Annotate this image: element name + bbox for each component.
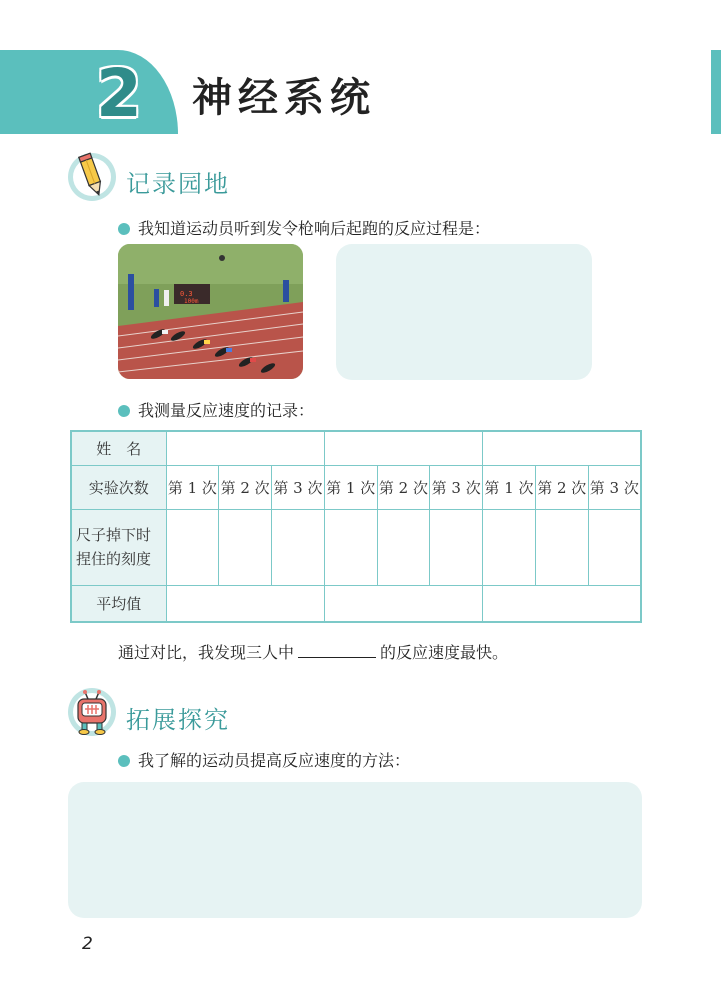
bullet-measure-record [118,398,314,421]
fastest-person-blank[interactable] [298,643,376,658]
section-title-record: 记录园地 [126,170,230,198]
svg-text:100m: 100m [184,298,199,305]
tv-robot-icon [66,686,118,738]
sentence-before: 通过对比，我发现三人中 [118,643,295,662]
average-cell-3[interactable] [483,585,641,622]
scale-cell[interactable] [588,509,641,585]
chapter-title: 神经系统 [192,75,376,121]
trial-header: 第 3 次 [588,465,641,509]
scale-cell[interactable] [535,509,588,585]
chapter-banner [0,50,178,134]
bullet-training-methods [118,748,410,771]
bullet-text: 我知道运动员听到发令枪响后起跑的反应过程是： [138,219,491,238]
scale-cell[interactable] [483,509,536,585]
scale-cell[interactable] [324,509,377,585]
sprint-start-photo [118,244,303,379]
average-label: 平均值 [71,585,166,622]
trial-header: 第 3 次 [272,465,325,509]
pencil-icon [66,150,118,202]
bullet-text: 我测量反应速度的记录： [138,401,315,420]
trial-header: 第 1 次 [483,465,536,509]
scale-cell[interactable] [219,509,272,585]
name-label: 姓 名 [71,431,166,465]
scale-label-line1: 尺子掉下时 [76,526,152,544]
page-number: 2 [82,934,93,954]
table-row-name [71,431,641,465]
average-cell-1[interactable] [166,585,324,622]
table-row-scale [71,509,641,585]
trial-header: 第 1 次 [324,465,377,509]
trial-label: 实验次数 [71,465,166,509]
comparison-sentence [118,640,508,663]
average-cell-2[interactable] [324,585,482,622]
page-edge-tab [711,50,721,134]
sentence-after: 的反应速度最快。 [380,643,509,662]
trial-header: 第 2 次 [535,465,588,509]
bullet-dot [118,223,130,235]
bullet-text: 我了解的运动员提高反应速度的方法： [138,751,411,770]
scale-cell[interactable] [166,509,219,585]
bullet-dot [118,405,130,417]
scale-label [71,509,166,585]
scale-cell[interactable] [272,509,325,585]
scale-label-line2: 捏住的刻度 [76,550,152,568]
scale-cell[interactable] [377,509,430,585]
chapter-number: 2 [96,55,142,132]
trial-header: 第 2 次 [377,465,430,509]
training-methods-answer-box[interactable] [68,782,642,918]
name-cell-3[interactable] [483,431,641,465]
trial-header: 第 2 次 [219,465,272,509]
section-title-explore: 拓展探究 [126,706,230,734]
reaction-process-answer-box[interactable] [336,244,592,380]
bullet-reaction-process [118,216,490,239]
table-row-trials [71,465,641,509]
name-cell-2[interactable] [324,431,482,465]
bullet-dot [118,755,130,767]
svg-text:0.3: 0.3 [180,290,193,298]
scale-cell[interactable] [430,509,483,585]
table-row-average [71,585,641,622]
trial-header: 第 1 次 [166,465,219,509]
name-cell-1[interactable] [166,431,324,465]
trial-header: 第 3 次 [430,465,483,509]
reaction-record-table [70,430,642,623]
